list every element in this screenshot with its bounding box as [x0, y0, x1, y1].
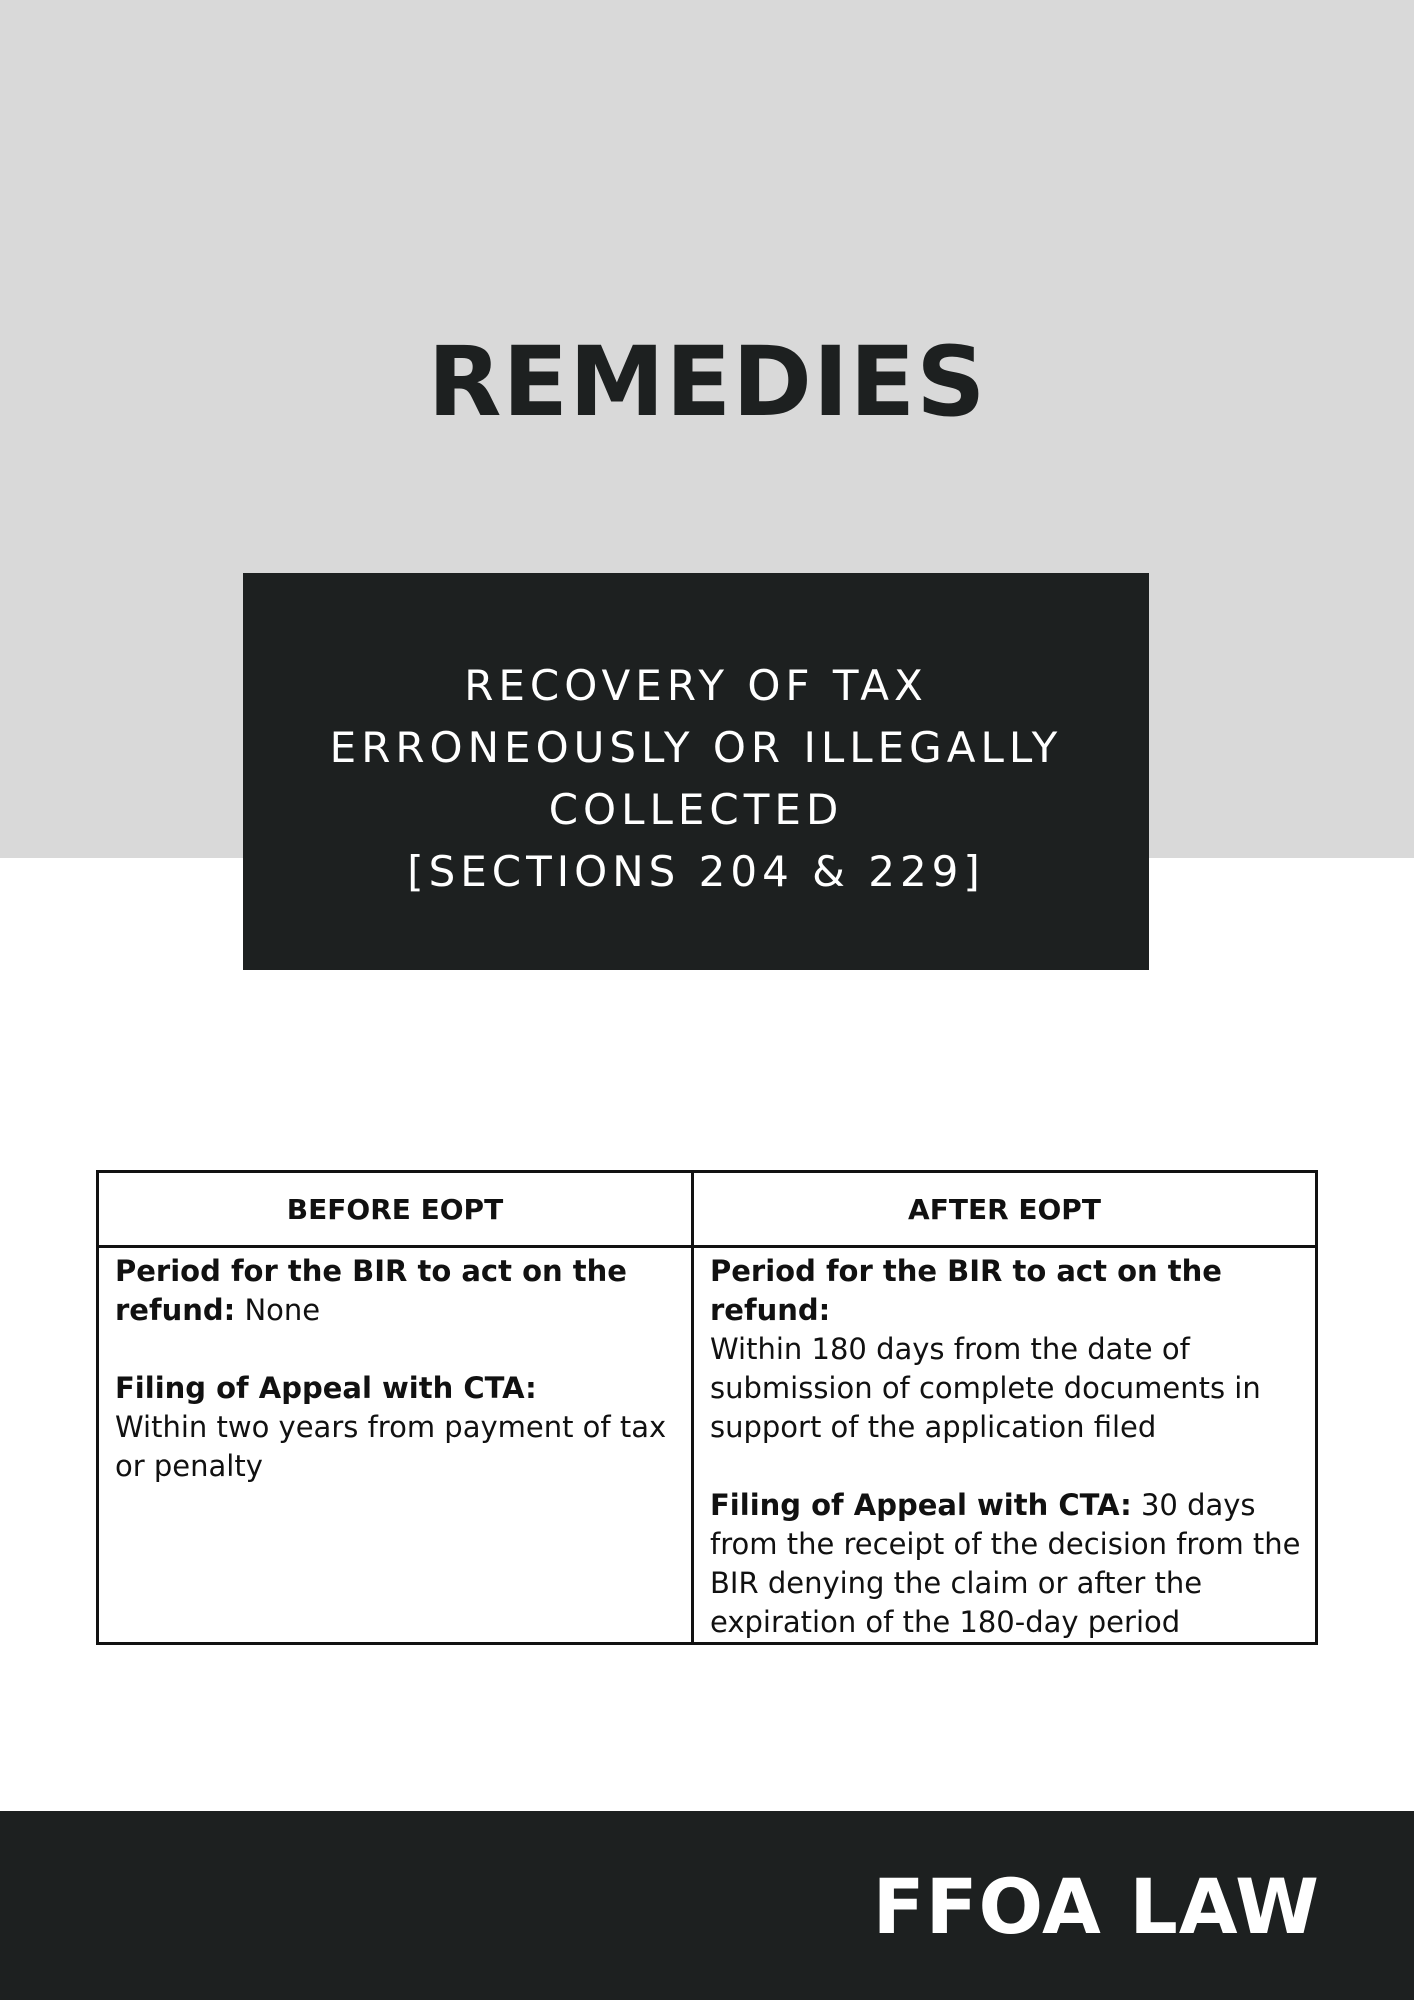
before-period-paragraph [115, 1252, 677, 1330]
after-appeal-paragraph [710, 1486, 1301, 1642]
subtitle-line-1: RECOVERY OF TAX [464, 661, 928, 710]
after-period-label: Period for the BIR to act on the refund: [710, 1254, 1222, 1327]
subtitle-box [243, 573, 1149, 970]
before-appeal-label: Filing of Appeal with CTA: [115, 1371, 537, 1405]
table-header-row [98, 1172, 1317, 1247]
after-eopt-cell [693, 1247, 1317, 1644]
page-title: REMEDIES [427, 326, 987, 439]
subtitle-line-4: [SECTIONS 204 & 229] [407, 847, 985, 896]
after-appeal-value: 30 days from the receipt of the decision from the BIR denying the claim or after the expiration of the 180-day period [710, 1488, 1301, 1639]
subtitle-line-2: ERRONEOUSLY OR ILLEGALLY [329, 723, 1063, 772]
before-period-value: None [244, 1293, 321, 1327]
before-period-label: Period for the BIR to act on the refund: [115, 1254, 627, 1327]
after-period-paragraph [710, 1252, 1301, 1447]
header-after-eopt: AFTER EOPT [693, 1172, 1317, 1247]
footer-brand: FFOA LAW [872, 1862, 1320, 1951]
after-period-value: Within 180 days from the date of submission of complete documents in support of the application filed [710, 1332, 1261, 1444]
header-before-eopt: BEFORE EOPT [98, 1172, 693, 1247]
before-appeal-paragraph [115, 1369, 677, 1486]
table-row [98, 1247, 1317, 1644]
subtitle-line-3: COLLECTED [548, 785, 844, 834]
comparison-table [96, 1170, 1318, 1640]
before-appeal-value: Within two years from payment of tax or penalty [115, 1410, 667, 1483]
after-appeal-label: Filing of Appeal with CTA: [710, 1488, 1132, 1522]
before-eopt-cell [98, 1247, 693, 1644]
footer-band [0, 1811, 1414, 2000]
